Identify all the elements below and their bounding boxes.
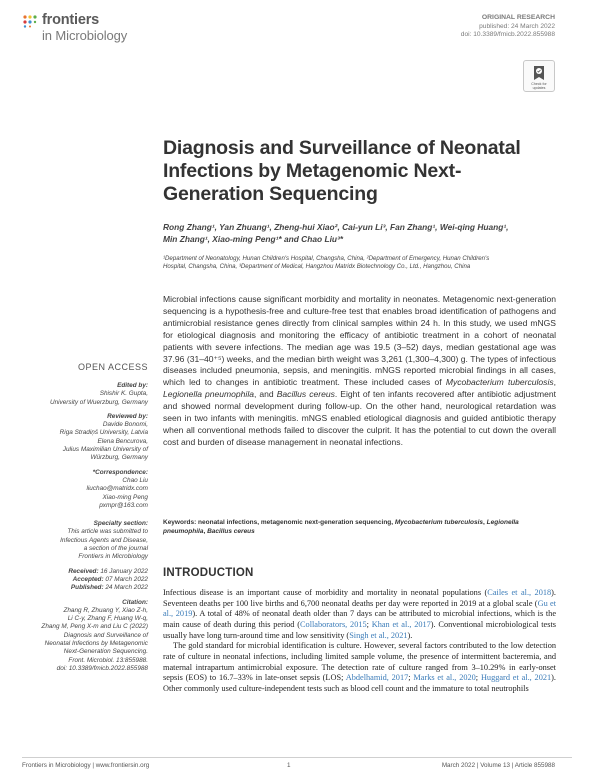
check-for-updates-button[interactable] — [523, 60, 555, 92]
citation-link[interactable]: Collaborators, 2015 — [300, 619, 367, 629]
logo-line-2: in Microbiology — [42, 28, 128, 43]
published-date: published: 24 March 2022 — [479, 22, 555, 30]
citation-link[interactable]: Singh et al., 2021 — [349, 630, 408, 640]
accepted-date: Accepted: 07 March 2022 — [72, 575, 148, 583]
check-updates-icon — [532, 65, 546, 81]
citation-link[interactable]: Cailes et al., 2018 — [487, 588, 552, 597]
citation-label: Citation: — [122, 598, 148, 606]
section-heading-introduction: INTRODUCTION — [163, 567, 254, 579]
section-link[interactable]: Infectious Agents and Disease, — [60, 536, 148, 544]
organism-name: Legionella pneumophila — [163, 389, 254, 400]
reviewer-name[interactable]: Elena Bencurova, — [97, 437, 148, 445]
received-date: Received: 16 January 2022 — [68, 567, 148, 575]
journal-logo — [22, 12, 162, 46]
frontiers-logo-icon — [22, 14, 38, 28]
correspondence-email[interactable]: liuchao@matridx.com — [86, 485, 148, 493]
article-doi[interactable]: doi: 10.3389/fmicb.2022.855988 — [460, 31, 555, 39]
author-line[interactable]: Min Zhang¹, Xiao-ming Peng¹* and Chao Liu³* — [163, 233, 344, 244]
abstract-text: Microbial infections cause significant morbidity and mortality in neonates. Metagenomic next-generation sequencing is a hypothesis-free and culture-free test that enables broad identification of pathogens and antimicrobial resistance genes directly from clinical samples within 24 h. In this study, we used mNGS for etiological diagnosis and monitoring the efficacy of antibiotic treatment in a cohort of neonatal patients with severe infections. The median age was 19.5 (3–52) days, median gestational age was 37.96 (31–40⁺⁵) weeks, and the median birth weight was 3,261 (1,300–4,300) g. The types of infectious diseases included pneumonia, sepsis, and meningitis. mNGS reported microbial findings in all cases, which led to changes in antibiotic treatment. These included cases of — [163, 294, 556, 388]
footer-divider — [22, 757, 572, 758]
page-number: 1 — [287, 762, 291, 769]
editor-name[interactable]: Shishir K. Gupta, — [99, 390, 148, 398]
keywords: Keywords: neonatal infections, metagenomic next-generation sequencing, Mycobacterium tuberculosis, Legionella pneumophila, Bacillus cereus — [163, 519, 519, 535]
affiliations — [163, 255, 553, 271]
abstract: Microbial infections cause significant morbidity and mortality in neonates. Metagenomic next-generation sequencing is a hypothesis-free and culture-free test that enables broad identification of pathogens and antimicrobial resistance genes directly from clinical samples within 24 h. In this study, we used mNGS for etiological diagnosis and monitoring the efficacy of antibiotic treatment in a cohort of neonatal patients with severe infections. The median age was 19.5 (3–52) days, median gestational age was 37.96 (31–40⁺⁵) weeks, and the median birth weight was 3,261 (1,300–4,300) g. The types of infectious diseases included pneumonia, sepsis, and meningitis. mNGS reported microbial findings in all cases, which led to changes in antibiotic treatment. These included cases of Mycobacterium tuberculosis, Legionella pneumophila, and Bacillus cereus. Eight of ten infants recovered after antibiotic adjustment and showed normal development during follow-up. On the other hand, neurological retardation was seen in two infants with meningitis. mNGS enabled etiological diagnosis and guided antibiotic therapy when all conventional methods failed to discover the culprit. It has the potential to cut down the overall cost and burden of disease management in neonatal infections. — [163, 294, 556, 447]
correspondence-label: *Correspondence: — [92, 468, 148, 476]
logo-line-1: frontiers — [42, 12, 100, 28]
footer-article-info: March 2022 | Volume 13 | Article 855988 — [441, 762, 555, 769]
article-title: Diagnosis and Surveillance of Neonatal Infections by Metagenomic Next-Generation Sequencing — [163, 137, 521, 205]
citation-link[interactable]: Marks et al., 2020 — [413, 673, 476, 683]
citation-link[interactable]: Gu et al., 2019 — [163, 598, 556, 619]
affiliation-line: Hospital, Changsha, China, ³Department of Medical, Hangzhou Matridx Biotechnology Co., Ltd., Hangzhou, China — [163, 263, 471, 271]
paragraph: Infectious disease is an important cause of morbidity and mortality in neonatal populations (Cailes et al., 2018). Seventeen deaths per 100 live births and 6,700 neonatal deaths per day were reported in 2019 at a global scale (Gu et al., 2019). A total of 48% of neonatal death older than 7 days can be attributed to microbial infections, which is the main cause of death during this period (Collaborators, 2015; Khan et al., 2017). Conventional microbiological tests usually have long turn-around time and low sensitivity (Singh et al., 2021). — [163, 588, 556, 640]
article-info-sidebar: Edited by: Shishir K. Gupta, University of Wuerzburg, Germany Reviewed by: Davide Bonomi, Riga Stradiņš University, Latvia Elena Bencurova, Julius Maximilian University of Würzburg, Germany *Correspondence: Chao Liu liuchao@matridx.com Xiao-ming Peng pxmpr@163.com Specialty section: This article was submitted to Infectious Agents and Disease, a section of the journal Frontiers in Microbiology Received: 16 January 2022 Accepted: 07 March 2022 Published: 24 March 2022 Citation: Zhang R, Zhuang Y, Xiao Z-h, Li C-y, Zhang F, Huang W-q, Zhang M, Peng X-m and Liu C (2022) Diagnosis and Surveillance of Neonatal Infections by Metagenomic Next-Generation Sequencing. Front. Microbiol. 13:855988. doi: 10.3389/fmicb.2022.855988 — [0, 382, 148, 673]
organism-name: Bacillus cereus — [276, 389, 335, 400]
check-updates-label: Check for updates — [531, 82, 547, 90]
author-line[interactable]: Rong Zhang¹, Yan Zhuang¹, Zheng-hui Xiao², Cai-yun Li³, Fan Zhang¹, Wei-qing Huang¹, — [163, 222, 509, 232]
footer-journal-url[interactable]: Frontiers in Microbiology | www.frontiersin.org — [22, 762, 150, 769]
citation-link[interactable]: Abdelhamid, 2017 — [345, 673, 409, 683]
citation-doi[interactable]: doi: 10.3389/fmicb.2022.855988 — [56, 664, 148, 672]
reviewed-by-label: Reviewed by: — [107, 412, 148, 420]
article-type: ORIGINAL RESEARCH — [481, 14, 555, 21]
open-access-label: OPEN ACCESS — [77, 362, 148, 372]
paragraph: The gold standard for microbial identification is culture. However, several factors contributed to the low detection rate of culture in neonatal infections, including limited sample volume, the presence of intermittent bacteremia, and maternal intrapartum antimicrobial exposure. The detection rate of culture ranged from 3–10.29% in early-onset sepsis (EOS) to 16.7–33% in late-onset sepsis (LOS; Abdelhamid, 2017; Marks et al., 2020; Huggard et al., 2021). Other commonly used culture-independent tests such as blood cell count and the immature to total neutrophils — [163, 641, 556, 693]
published-date-sidebar: Published: 24 March 2022 — [70, 584, 148, 592]
article-header — [461, 14, 555, 40]
specialty-section-label: Specialty section: — [93, 520, 148, 528]
correspondence-email[interactable]: pxmpr@163.com — [99, 501, 148, 509]
journal-link[interactable]: Frontiers in Microbiology — [78, 553, 148, 561]
keywords-label: Keywords: — [163, 519, 197, 526]
edited-by-label: Edited by: — [117, 382, 148, 389]
affiliation-line: ¹Department of Neonatology, Hunan Children's Hospital, Changsha, China, ²Department of Emergency, Hunan Children's — [163, 255, 490, 262]
citation-link[interactable]: Huggard et al., 2021 — [480, 673, 552, 683]
citation-link[interactable]: Khan et al., 2017 — [371, 619, 431, 629]
organism-name: Mycobacterium tuberculosis — [445, 377, 554, 388]
abstract-text: . Eight of ten infants recovered after antibiotic adjustment and showed normal development during follow-up. On the other hand, neurological retardation was seen in two infants with meningitis. mNGS enabled etiological diagnosis and guided antibiotic therapy when all conventional methods failed to discover the culprit. It has the potential to cut down the overall cost and burden of disease management in neonatal infections. — [163, 389, 556, 447]
reviewer-name[interactable]: Davide Bonomi, — [102, 421, 148, 429]
author-list — [163, 222, 553, 245]
introduction-body — [163, 588, 556, 695]
